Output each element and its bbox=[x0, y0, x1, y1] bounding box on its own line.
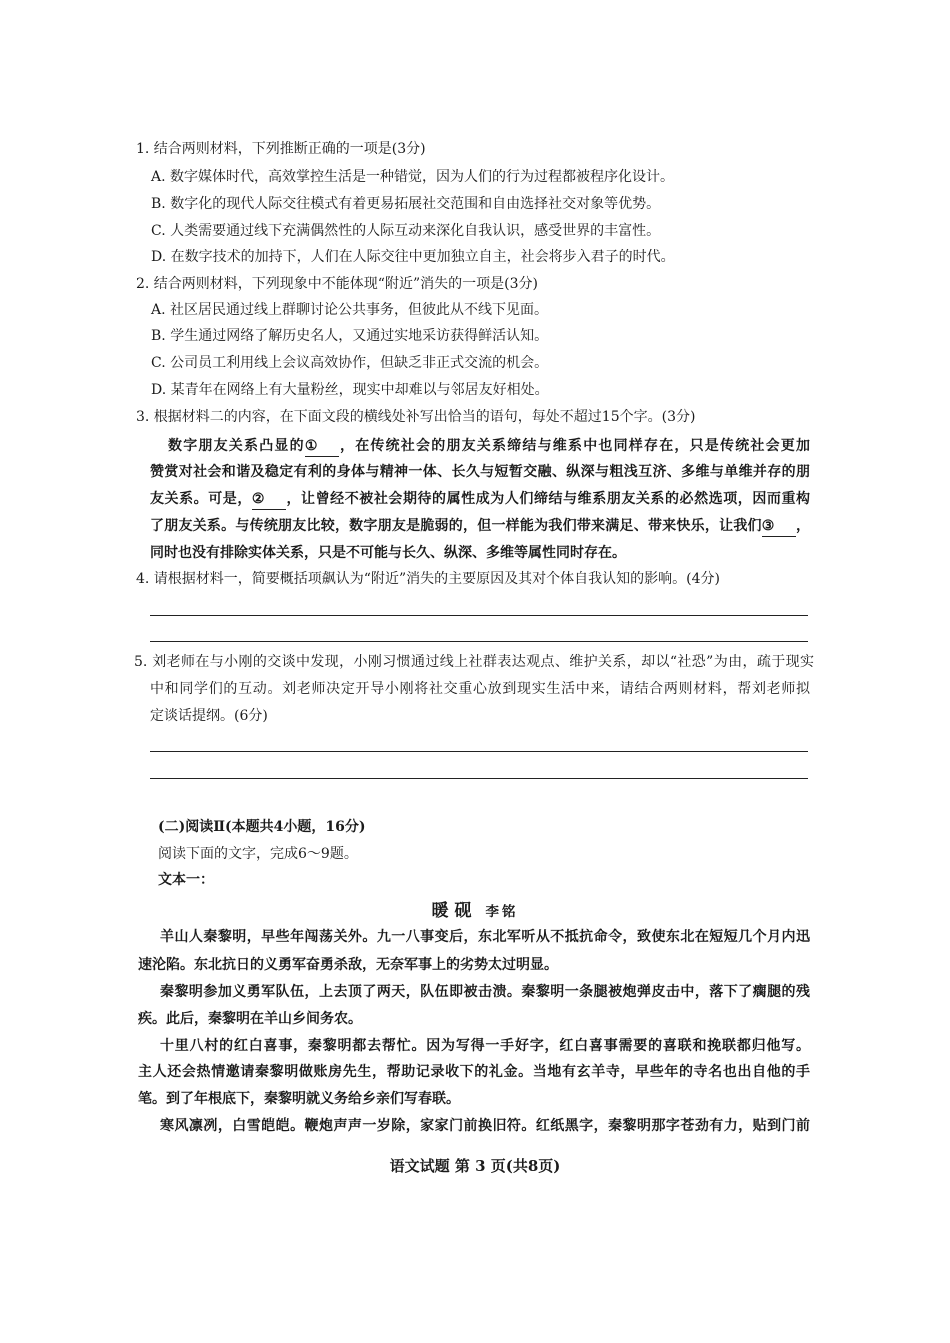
q3-text: ，在传统社会的朋友关系缔结与维系中也同样存在，只是传统社会更加 bbox=[338, 438, 811, 454]
q3-passage-line: 赞赏对社会和谐及稳定有利的身体与精神一体、长久与短暂交融、纵深与粗浅互济、多维与单维并存的朋 bbox=[150, 464, 810, 480]
section-instruction: 阅读下面的文字，完成6～9题。 bbox=[158, 846, 358, 862]
q2-option-c: C. 公司员工利用线上会议高效协作，但缺乏非正式交流的机会。 bbox=[151, 355, 549, 371]
q3-blank-3[interactable]: ③ bbox=[762, 516, 796, 537]
q3-text: ，让曾经不被社会期待的属性成为人们缔结与维系朋友关系的必然选项，因而重构 bbox=[285, 491, 811, 507]
answer-line[interactable] bbox=[150, 751, 808, 752]
q3-passage-line bbox=[150, 516, 810, 537]
q2-option-d: D. 某青年在网络上有大量粉丝，现实中却难以与邻居友好相处。 bbox=[151, 382, 549, 398]
story-title-text: 暖砚 bbox=[431, 901, 478, 921]
q3-passage-line bbox=[168, 436, 810, 457]
q3-text: 友关系。可是， bbox=[150, 491, 252, 507]
story-line: 羊山人秦黎明，早些年闯荡关外。九一八事变后，东北军听从不抵抗命令，致使东北在短短几个月内迅 bbox=[160, 929, 810, 945]
q1-option-c: C. 人类需要通过线下充满偶然性的人际互动来深化自我认识，感受世界的丰富性。 bbox=[151, 223, 661, 239]
q5-stem-line: 定谈话提纲。(6分) bbox=[150, 708, 268, 724]
text-label: 文本一： bbox=[158, 872, 214, 888]
page-footer: 语文试题 第 3 页(共8页) bbox=[389, 1157, 561, 1175]
q5-stem-line: 中和同学们的互动。刘老师决定开导小刚将社交重心放到现实生活中来，请结合两则材料，帮刘老师拟 bbox=[150, 681, 810, 697]
story-line: 疾。此后，秦黎明在羊山乡间务农。 bbox=[138, 1011, 362, 1027]
story-line: 秦黎明参加义勇军队伍，上去顶了两天，队伍即被击溃。秦黎明一条腿被炮弹皮击中，落下了瘸腿的残 bbox=[160, 984, 810, 1000]
story-line: 十里八村的红白喜事，秦黎明都去帮忙。因为写得一手好字，红白喜事需要的喜联和挽联都归他写。 bbox=[160, 1038, 810, 1054]
answer-line[interactable] bbox=[150, 641, 808, 642]
section-heading: (二)阅读Ⅱ(本题共4小题，16分) bbox=[158, 819, 366, 835]
q2-stem: 2. 结合两则材料，下列现象中不能体现“附近”消失的一项是(3分) bbox=[136, 276, 538, 292]
q3-blank-1[interactable]: ① bbox=[305, 436, 339, 457]
q3-stem: 3. 根据材料二的内容，在下面文段的横线处补写出恰当的语句，每处不超过15个字。(3分) bbox=[136, 409, 696, 425]
q3-text: 数字朋友关系凸显的 bbox=[168, 438, 305, 454]
story-title bbox=[0, 900, 950, 923]
q3-text: 了朋友关系。与传统朋友比较，数字朋友是脆弱的，但一样能为我们带来满足、带来快乐，让我们 bbox=[150, 518, 762, 534]
q1-stem: 1. 结合两则材料，下列推断正确的一项是(3分) bbox=[136, 141, 426, 157]
q4-stem: 4. 请根据材料一，简要概括项飙认为“附近”消失的主要原因及其对个体自我认知的影响。(4分) bbox=[136, 571, 720, 587]
answer-line[interactable] bbox=[150, 615, 808, 616]
story-author: 李铭 bbox=[485, 904, 519, 920]
q5-stem-line: 5. 刘老师在与小刚的交谈中发现，小刚习惯通过线上社群表达观点、维护关系，却以“社恐”为由，疏于现实 bbox=[134, 654, 814, 670]
q3-passage-line: 同时也没有排除实体关系，只是不可能与长久、纵深、多维等属性同时存在。 bbox=[150, 545, 626, 561]
answer-line[interactable] bbox=[150, 778, 808, 779]
q1-option-b: B. 数字化的现代人际交往模式有着更易拓展社交范围和自由选择社交对象等优势。 bbox=[151, 196, 661, 212]
q3-passage-line bbox=[150, 489, 810, 510]
q3-blank-2[interactable]: ② bbox=[252, 489, 286, 510]
q2-option-b: B. 学生通过网络了解历史名人，又通过实地采访获得鲜活认知。 bbox=[151, 328, 549, 344]
story-line: 寒风凛冽，白雪皑皑。鞭炮声声一岁除，家家门前换旧符。红纸黑字，秦黎明那字苍劲有力，贴到门前 bbox=[160, 1118, 810, 1134]
story-line: 笔。到了年根底下，秦黎明就义务给乡亲们写春联。 bbox=[138, 1091, 460, 1107]
q2-option-a: A. 社区居民通过线上群聊讨论公共事务，但彼此从不线下见面。 bbox=[151, 302, 549, 318]
q1-option-a: A. 数字媒体时代，高效掌控生活是一种错觉，因为人们的行为过程都被程序化设计。 bbox=[151, 169, 675, 185]
q1-option-d: D. 在数字技术的加持下，人们在人际交往中更加独立自主，社会将步入君子的时代。 bbox=[151, 249, 675, 265]
story-line: 主人还会热情邀请秦黎明做账房先生，帮助记录收下的礼金。当地有玄羊寺，早些年的寺名也出自他的手 bbox=[138, 1064, 810, 1080]
story-line: 速沦陷。东北抗日的义勇军奋勇杀敌，无奈军事上的劣势太过明显。 bbox=[138, 957, 558, 973]
q3-text: ， bbox=[795, 518, 811, 534]
